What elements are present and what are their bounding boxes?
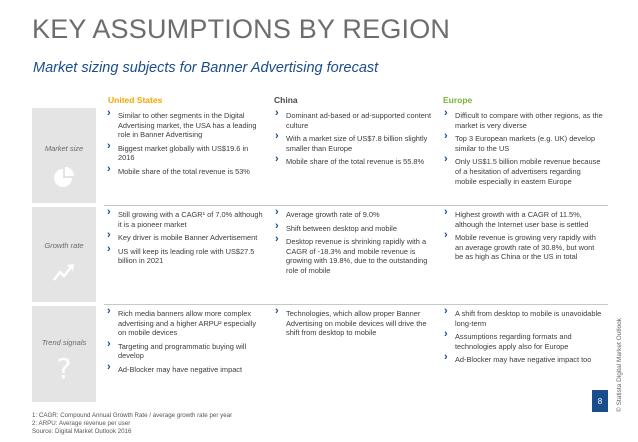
bullet-item: › Technologies, which allow proper Banner Advertising on mobile devices will drive the shift from desktop to mobile: [274, 309, 434, 338]
row-label-growth-rate: [32, 207, 96, 302]
row-label-text: Market size: [44, 144, 84, 153]
cell-china-market-size: [274, 111, 434, 171]
bullet-item: › Ad-Blocker may have negative impact too: [443, 355, 603, 365]
cell-china-growth-rate: [274, 210, 434, 280]
bullet-item: › Average growth rate of 9.0%: [274, 210, 434, 220]
bullet-item: › Highest growth with a CAGR of 11.5%, although the Internet user base is settled: [443, 210, 603, 229]
row-divider: [104, 205, 608, 206]
bullet-item: › Desktop revenue is shrinking rapidly with a CAGR of -18.3% and mobile revenue is growing with 19.8%, due to the outstanding role of mobile: [274, 237, 434, 275]
bullet-item: › Dominant ad-based or ad-supported content culture: [274, 111, 434, 130]
column-header-us: United States: [108, 95, 163, 105]
bullet-item: › Top 3 European markets (e.g. UK) develop similar to the US: [443, 134, 603, 153]
footnote-arpu: 2: ARPU: Average revenue per user: [32, 420, 131, 427]
cell-europe-growth-rate: [443, 210, 603, 266]
bullet-item: › Shift between desktop and mobile: [274, 224, 434, 234]
bullet-item: › US will keep its leading role with US$27.5 billion in 2021: [106, 247, 266, 266]
question-mark-icon: ?: [56, 352, 72, 385]
footnote-source: Source: Digital Market Outlook 2016: [32, 428, 132, 435]
page-subtitle: Market sizing subjects for Banner Advertising forecast: [33, 60, 379, 76]
cell-china-trend-signals: [274, 309, 434, 342]
pie-chart-icon: [32, 166, 96, 190]
bullet-item: › Ad-Blocker may have negative impact: [106, 365, 266, 375]
cell-us-growth-rate: [106, 210, 266, 270]
bullet-item: › Assumptions regarding formats and technologies apply also for Europe: [443, 332, 603, 351]
row-divider: [104, 304, 608, 305]
bullet-item: › Only US$1.5 billion mobile revenue because of a hesitation of advertisers regarding mobile especially in eastern Europe: [443, 157, 603, 186]
bullet-item: › Mobile revenue is growing very rapidly with an average growth rate of 30.8%, but wont be as high as China or the US in total: [443, 233, 603, 262]
cell-europe-trend-signals: [443, 309, 603, 369]
row-label-text: Trend signals: [41, 338, 87, 347]
trend-up-icon: [32, 261, 96, 283]
page-title: KEY ASSUMPTIONS BY REGION: [32, 14, 451, 44]
cell-us-trend-signals: [106, 309, 266, 379]
column-header-europe: Europe: [443, 95, 473, 105]
bullet-item: › Mobile share of the total revenue is 55.8%: [274, 157, 434, 167]
bullet-item: › Key driver is mobile Banner Advertisement: [106, 233, 266, 243]
bullet-item: › Still growing with a CAGR¹ of 7.0% although it is a pioneer market: [106, 210, 266, 229]
bullet-item: › Similar to other segments in the Digital Advertising market, the USA has a leading role in Banner Advertising: [106, 111, 266, 140]
cell-us-market-size: [106, 111, 266, 181]
bullet-item: › A shift from desktop to mobile is unavoidable long-term: [443, 309, 603, 328]
bullet-item: › Mobile share of the total revenue is 53%: [106, 167, 266, 177]
bullet-item: › Rich media banners allow more complex advertising and a higher ARPU² especially on mobile devices: [106, 309, 266, 338]
footnotes: [32, 412, 232, 436]
row-label-trend-signals: [32, 306, 96, 402]
bullet-item: › Biggest market globally with US$19.6 in 2016: [106, 144, 266, 163]
row-label-market-size: [32, 108, 96, 203]
page-number: 8: [592, 390, 608, 412]
bullet-item: › Targeting and programmatic buying will develop: [106, 342, 266, 361]
column-header-china: China: [274, 95, 298, 105]
footnote-cagr: 1: CAGR: Compound Annual Growth Rate / average growth rate per year: [32, 412, 233, 419]
cell-europe-market-size: [443, 111, 603, 190]
bullet-item: › Difficult to compare with other regions, as the market is very diverse: [443, 111, 603, 130]
copyright-side-text: © Statista Digital Market Outlook: [616, 317, 623, 412]
row-label-text: Growth rate: [44, 241, 84, 250]
bullet-item: › With a market size of US$7.8 billion slightly smaller than Europe: [274, 134, 434, 153]
